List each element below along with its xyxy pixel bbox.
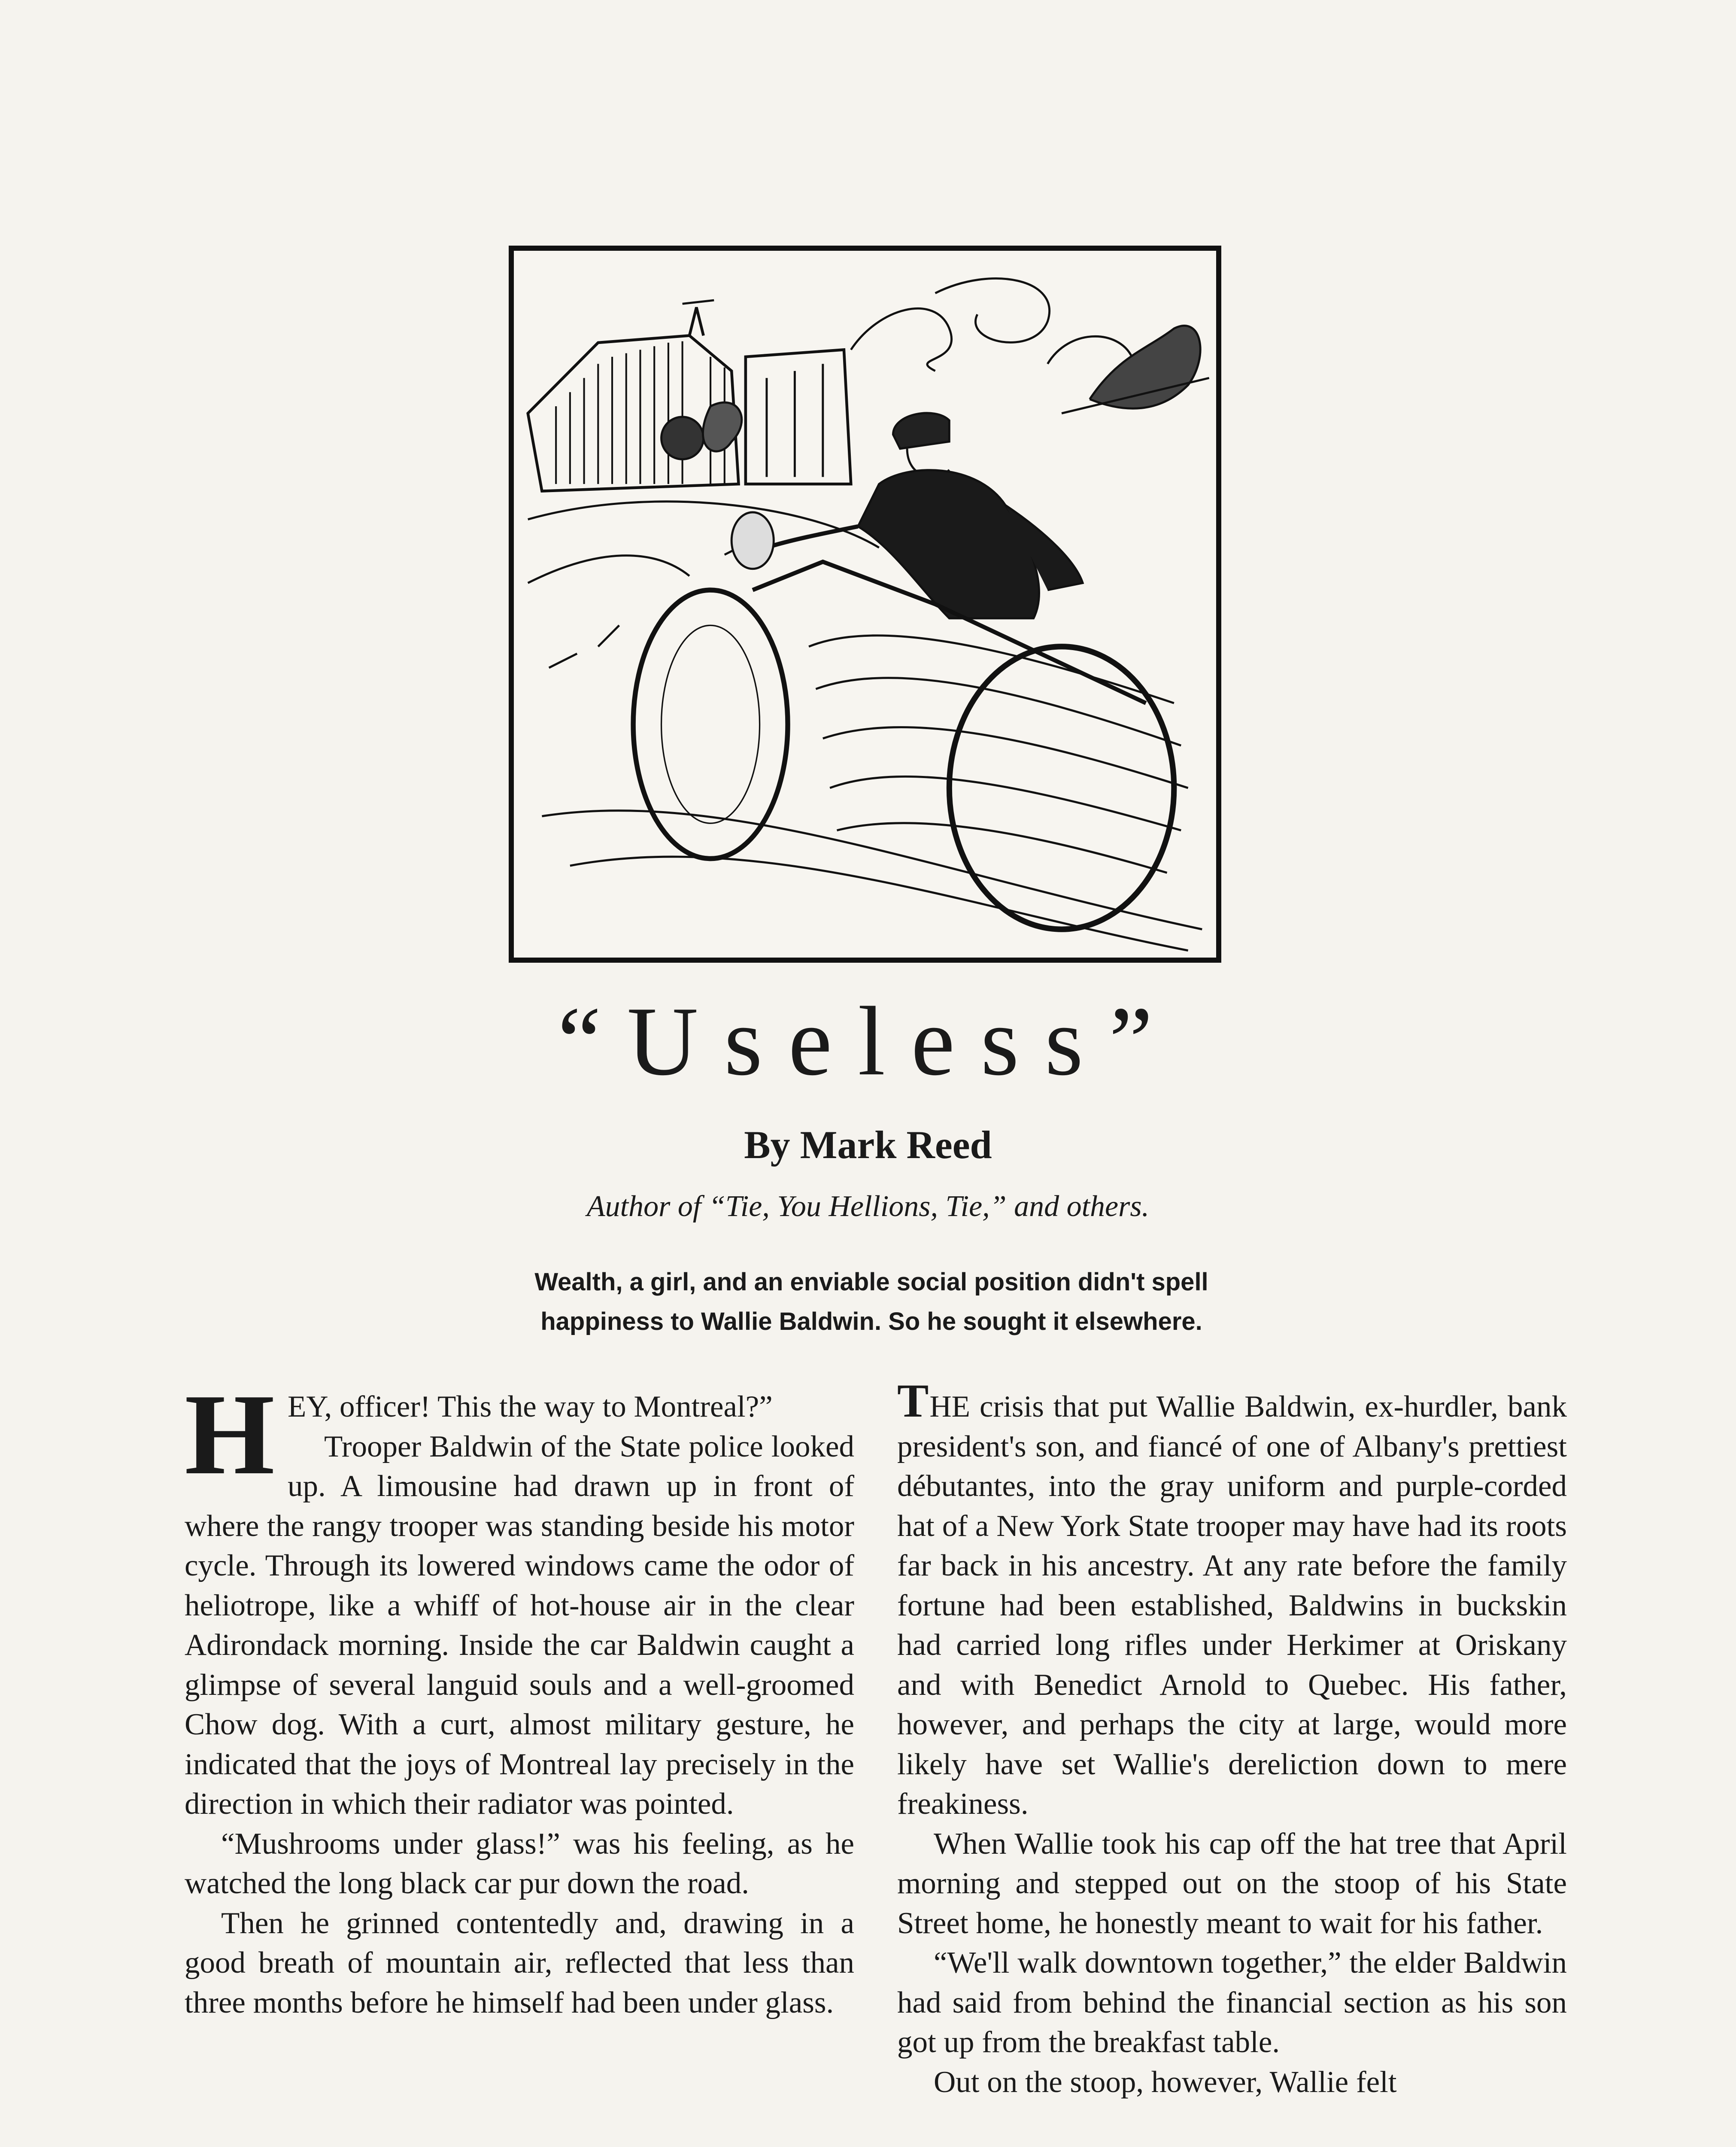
story-title: “Useless”	[557, 986, 1179, 1096]
drop-cap: H	[185, 1370, 275, 1499]
paragraph: Trooper Baldwin of the State police looked up. A limousine had drawn up in front of where the rangy trooper was standing beside his motor cycle. Through its lowered windows came the odor of heliotrope, like a whiff of hot-house air in the clear Adirondack morning. Inside the car Baldwin caught a glimpse of several languid souls and a well-groomed Chow dog. With a curt, almost military gesture, he indicated that the joys of Montreal lay precisely in the direction in which their radiator was pointed.	[185, 1429, 854, 1821]
author-credits: Author of “Tie, You Hellions, Tie,” and others.	[586, 1190, 1150, 1223]
paragraph: “Mushrooms under glass!” was his feeling, as he watched the long black car pur down the road.	[185, 1827, 854, 1900]
paragraph-text: HE crisis that put Wallie Baldwin, ex-hurdler, bank president's son, and fiancé of one of Albany's prettiest débutantes, into the gray uniform and purple-corded hat of a New York State trooper may have had its roots far back in his ancestry. At any rate before the family fortune had been established, Baldwins in buckskin had carried long rifles under Herkimer at Oriskany and with Benedict Arnold to Quebec. His father, however, and perhaps the city at large, would more likely have set Wallie's dereliction down to mere freakiness.	[897, 1390, 1567, 1821]
paragraph: “We'll walk downtown together,” the elder Baldwin had said from behind the financial section as his son got up from the breakfast table.	[897, 1946, 1567, 2059]
blurb-line: Wealth, a girl, and an enviable social position didn't spell	[534, 1268, 1208, 1296]
blurb-line: happiness to Wallie Baldwin. So he sought it elsewhere.	[540, 1308, 1202, 1335]
paragraph: Out on the stoop, however, Wallie felt	[934, 2065, 1397, 2099]
paragraph: Then he grinned contentedly and, drawing in a good breath of mountain air, reflected that less than three months before he himself had been under glass.	[185, 1906, 854, 2019]
initial-letter: T	[897, 1375, 929, 1427]
story-blurb	[404, 1262, 1339, 1341]
left-column	[185, 1370, 854, 2022]
paragraph-text: EY, officer! This the way to Montreal?”	[288, 1390, 773, 1423]
paragraph	[185, 1370, 854, 1499]
paragraph: When Wallie took his cap off the hat tree that April morning and stepped out on the stoop of his State Street home, he honestly meant to wait for his father.	[897, 1827, 1567, 1940]
byline: By Mark Reed	[744, 1123, 992, 1167]
right-column	[897, 1375, 1567, 2102]
paragraph	[897, 1375, 1567, 1824]
motorcycle-trooper-illustration	[509, 246, 1221, 963]
